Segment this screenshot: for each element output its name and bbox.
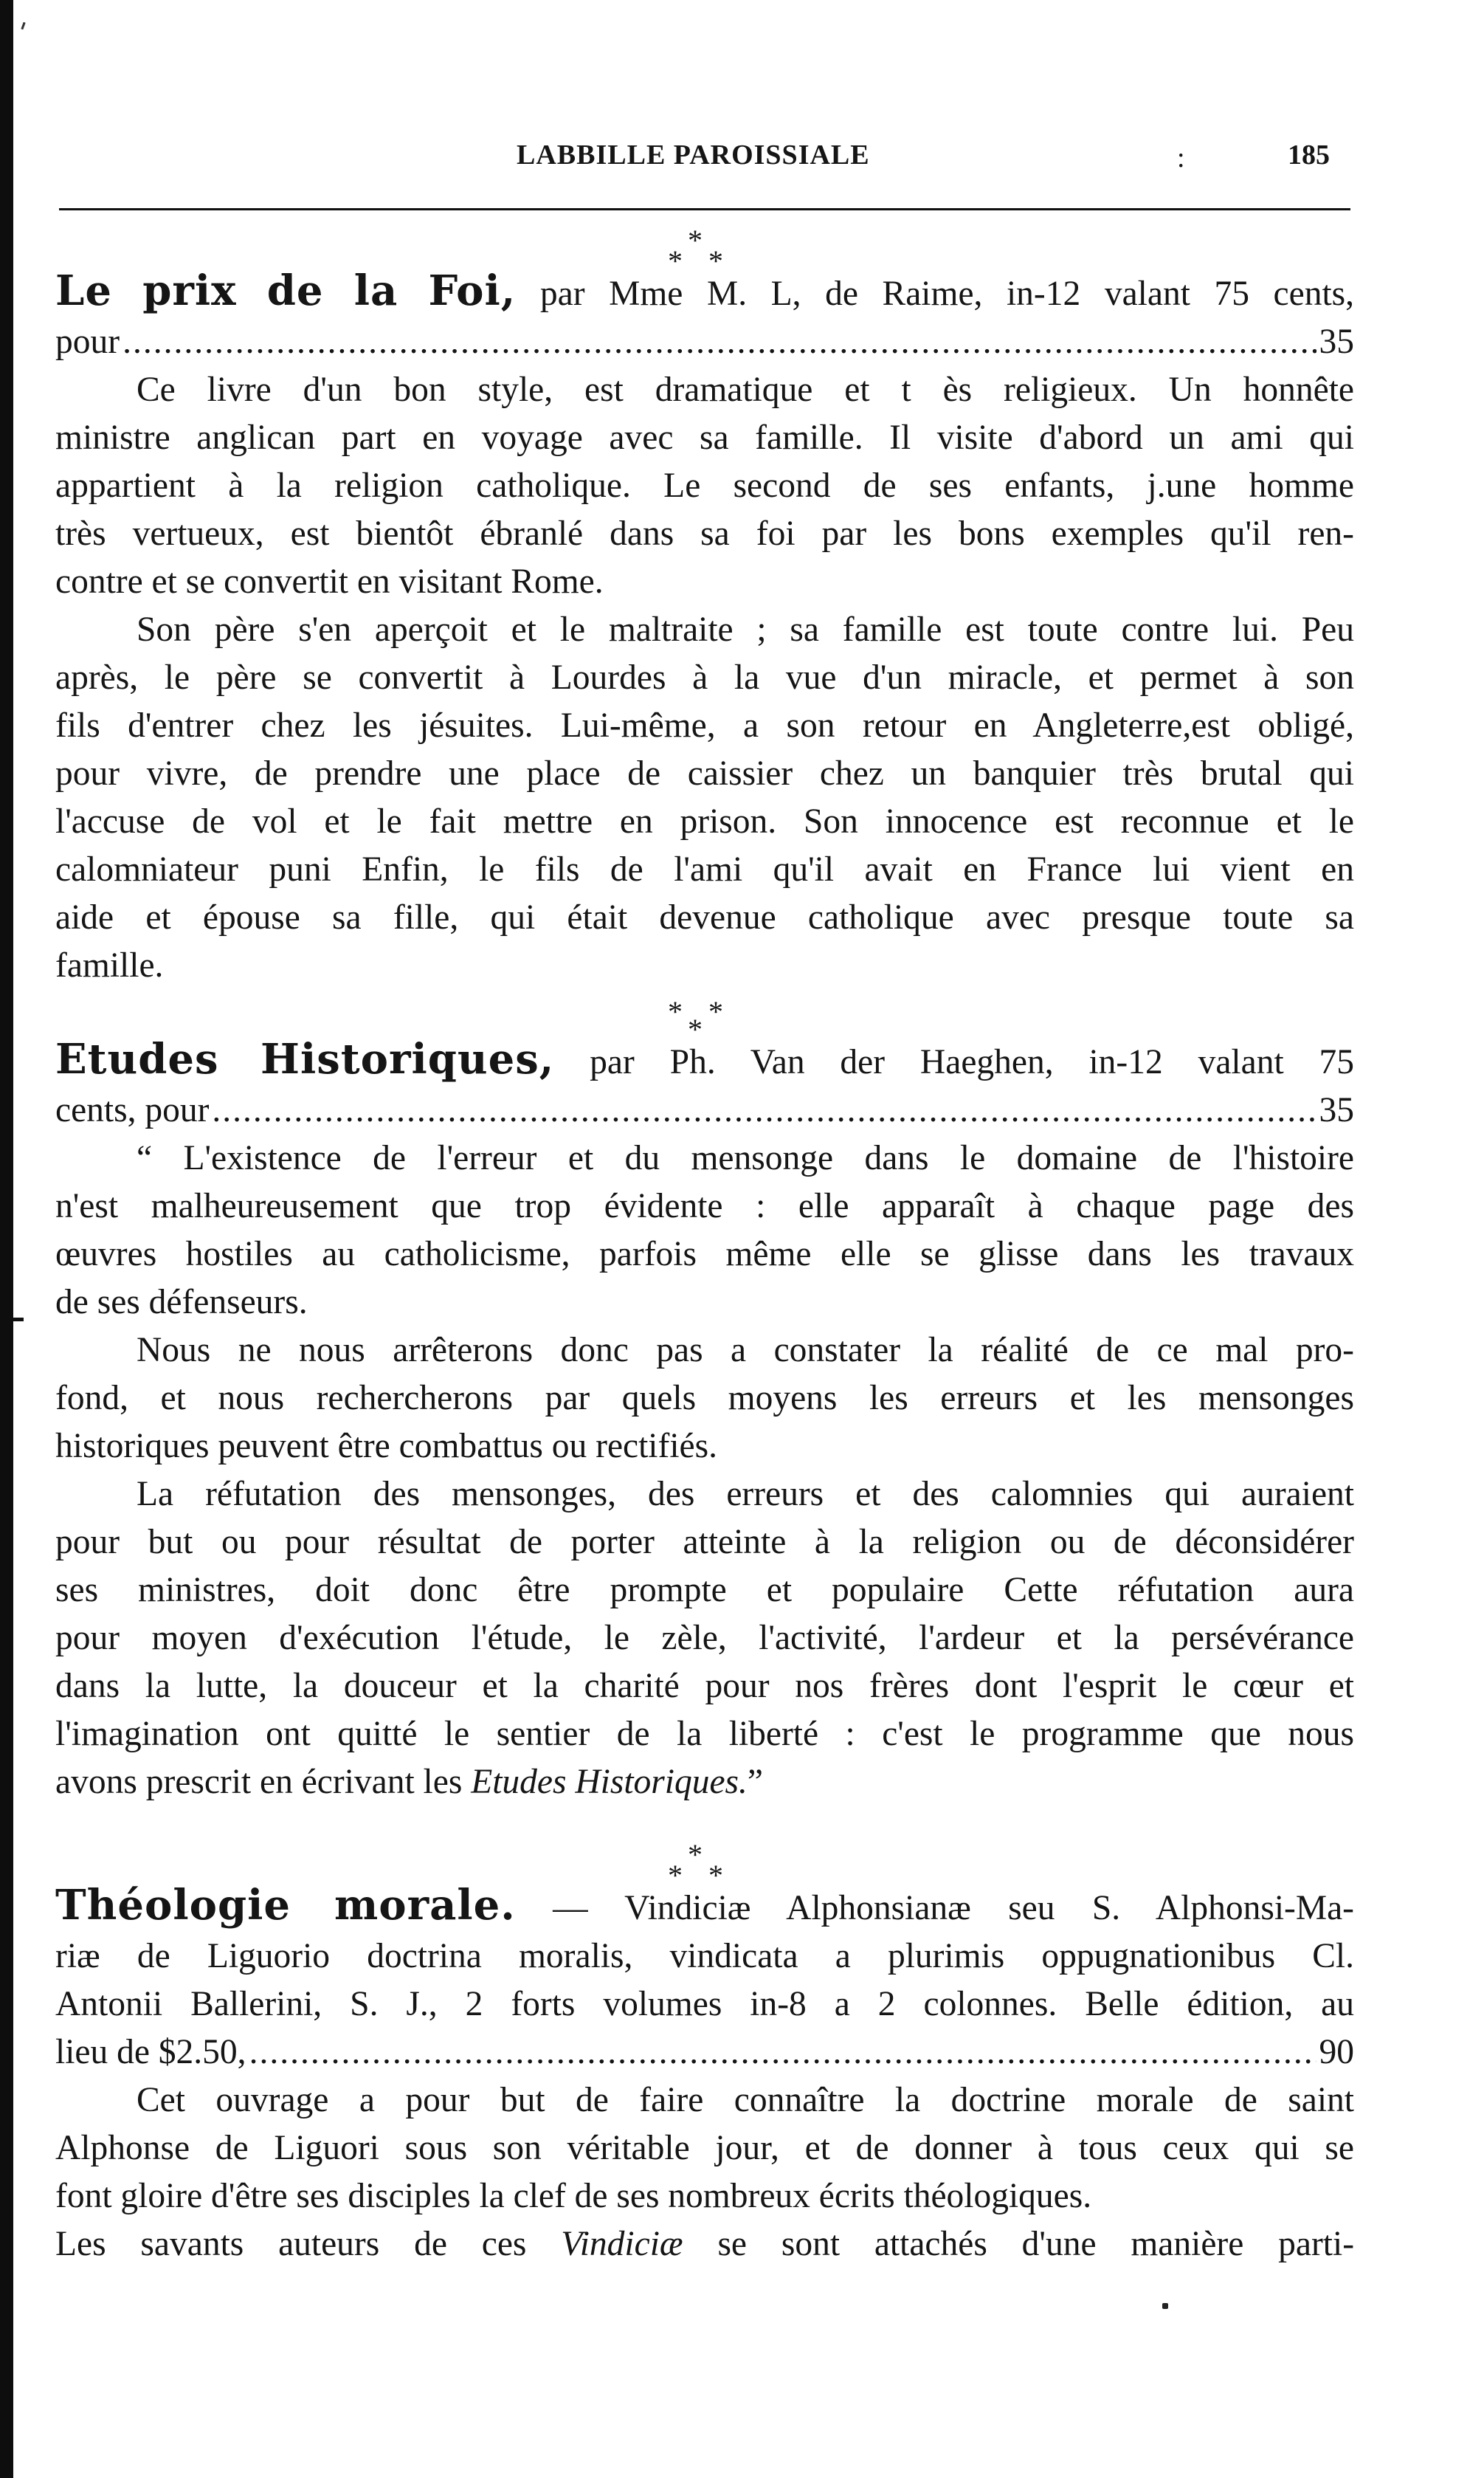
price-label: lieu de $2.50, xyxy=(55,2033,246,2071)
asterism-star: * xyxy=(708,995,723,1028)
price-value: 90 xyxy=(1319,2033,1354,2071)
book-title-italic: Etudes Historiques. xyxy=(471,1763,748,1801)
asterism-star: * xyxy=(688,1013,703,1046)
asterism-star: * xyxy=(688,1838,703,1871)
text-line: très vertueux, est bientôt ébranlé dans sa foi par les bons exemples qu'il ren- xyxy=(55,514,1354,553)
price-value: 35 xyxy=(1319,1091,1354,1129)
text-line: pour but ou pour résultat de porter atteinte à la religion ou de déconsidérer xyxy=(55,1523,1354,1561)
notice-heading xyxy=(55,1882,1354,1933)
asterism-star: * xyxy=(668,244,683,278)
text-line: Son père s'en aperçoit et le maltraite ; sa famille est toute contre lui. Peu xyxy=(137,610,1354,649)
text-line: Ce livre d'un bon style, est dramatique et t ès religieux. Un honnête xyxy=(137,371,1354,409)
notice-details: par Mme M. L, de Raime, in-12 valant 75 cents, xyxy=(539,275,1355,313)
text-line: n'est malheureusement que trop évidente : elle apparaît à chaque page des xyxy=(55,1187,1354,1225)
text-line: dans la lutte, la douceur et la charité pour nos frères dont l'esprit le cœur et xyxy=(55,1667,1354,1705)
book-title-italic: Vindiciæ xyxy=(561,2225,683,2263)
header-dot: : xyxy=(1177,142,1185,173)
text-line: après, le père se convertit à Lourdes à la vue d'un miracle, et permet à son xyxy=(55,658,1354,697)
page-header xyxy=(0,139,1484,180)
notice-details: — Vindiciæ Alphonsianæ seu S. Alphonsi-Ma- xyxy=(553,1889,1355,1927)
notice-title: Etudes Historiques, xyxy=(55,1035,555,1084)
price-label: pour xyxy=(55,323,120,361)
price-line xyxy=(55,2028,1354,2076)
text-line: font gloire d'être ses disciples la clef de ses nombreux écrits théologiques. xyxy=(55,2177,1092,2215)
book-notice-etudes-historiques xyxy=(55,1036,1354,1806)
text-line: œuvres hostiles au catholicisme, parfois même elle se glisse dans les travaux xyxy=(55,1235,1354,1273)
dot-leader xyxy=(212,1087,1316,1135)
asterism-star: * xyxy=(708,244,723,278)
text-line: historiques peuvent être combattus ou rectifiés. xyxy=(55,1427,717,1465)
text-line xyxy=(55,2220,1354,2268)
asterism-separator xyxy=(55,990,1354,1046)
text-line: ses ministres, doit donc être prompte et populaire Cette réfutation aura xyxy=(55,1571,1354,1609)
price-line xyxy=(55,1087,1354,1135)
text-segment: se sont attachés d'une manière parti- xyxy=(717,2225,1355,2263)
book-notice-theologie-morale xyxy=(55,1882,1354,2268)
corner-mark xyxy=(21,22,25,30)
notice-title: Le prix de la Foi, xyxy=(55,266,517,315)
price-line xyxy=(55,318,1354,366)
text-line: contre et se convertit en visitant Rome. xyxy=(55,562,604,601)
asterism-star: * xyxy=(668,1859,683,1892)
text-line: La réfutation des mensonges, des erreurs et des calomnies qui auraient xyxy=(137,1475,1354,1513)
text-line: l'accuse de vol et le fait mettre en prison. Son innocence est reconnue et le xyxy=(55,802,1354,841)
notice-heading xyxy=(55,267,1354,318)
text-line: pour moyen d'exécution l'étude, le zèle, l'activité, l'ardeur et la persévérance xyxy=(55,1619,1354,1657)
text-line: Antonii Ballerini, S. J., 2 forts volumes in-8 a 2 colonnes. Belle édition, au xyxy=(55,1985,1354,2023)
book-spine-shadow xyxy=(0,0,13,2478)
text-segment: avons prescrit en écrivant les xyxy=(55,1763,463,1801)
notice-heading xyxy=(55,1036,1354,1087)
spine-mark xyxy=(13,1318,24,1321)
text-line: Cet ouvrage a pour but de faire connaître la doctrine morale de saint xyxy=(137,2081,1354,2119)
header-rule xyxy=(59,208,1350,210)
text-line: ministre anglican part en voyage avec sa famille. Il visite d'abord un ami qui xyxy=(55,419,1354,457)
text-line xyxy=(55,1758,1354,1806)
text-line: famille. xyxy=(55,946,164,985)
text-line: appartient à la religion catholique. Le second de ses enfants, j.une homme xyxy=(55,467,1354,505)
asterism-star: * xyxy=(708,1859,723,1892)
text-line: “ L'existence de l'erreur et du mensonge dans le domaine de l'histoire xyxy=(137,1139,1354,1177)
price-label: cents, pour xyxy=(55,1091,210,1129)
text-line: fond, et nous rechercherons par quels moyens les erreurs et les mensonges xyxy=(55,1379,1354,1417)
text-line: pour vivre, de prendre une place de caissier chez un banquier très brutal qui xyxy=(55,754,1354,793)
ink-speck xyxy=(1162,2303,1168,2309)
text-line: Nous ne nous arrêterons donc pas a constater la réalité de ce mal pro- xyxy=(137,1331,1354,1369)
price-value: 35 xyxy=(1319,323,1354,361)
text-line: Alphonse de Liguori sous son véritable jour, et de donner à tous ceux qui se xyxy=(55,2129,1354,2167)
page-number: 185 xyxy=(1288,140,1330,171)
text-line: riæ de Liguorio doctrina moralis, vindicata a plurimis oppugnationibus Cl. xyxy=(55,1937,1354,1975)
closing-quote: ” xyxy=(747,1763,763,1801)
dot-leader xyxy=(249,2028,1316,2076)
notice-details: par Ph. Van der Haeghen, in-12 valant 75 xyxy=(590,1043,1355,1081)
text-line: de ses défenseurs. xyxy=(55,1283,308,1321)
dot-leader xyxy=(122,318,1316,366)
page-body xyxy=(55,221,1354,2268)
asterism-separator xyxy=(55,221,1354,278)
asterism-star: * xyxy=(688,224,703,257)
text-segment: Les savants auteurs de ces xyxy=(55,2225,527,2263)
asterism-star: * xyxy=(668,995,683,1028)
text-line: calomniateur puni Enfin, le fils de l'ami qu'il avait en France lui vient en xyxy=(55,850,1354,889)
notice-title: Théologie morale. xyxy=(55,1881,516,1930)
book-notice-prix-de-la-foi xyxy=(55,267,1354,990)
asterism-separator xyxy=(55,1836,1354,1892)
running-head: LABBILLE PAROISSIALE xyxy=(517,140,870,171)
text-line: aide et épouse sa fille, qui était devenue catholique avec presque toute sa xyxy=(55,898,1354,937)
text-line: fils d'entrer chez les jésuites. Lui-même, a son retour en Angleterre,est obligé, xyxy=(55,706,1354,745)
text-line: l'imagination ont quitté le sentier de la liberté : c'est le programme que nous xyxy=(55,1715,1354,1753)
